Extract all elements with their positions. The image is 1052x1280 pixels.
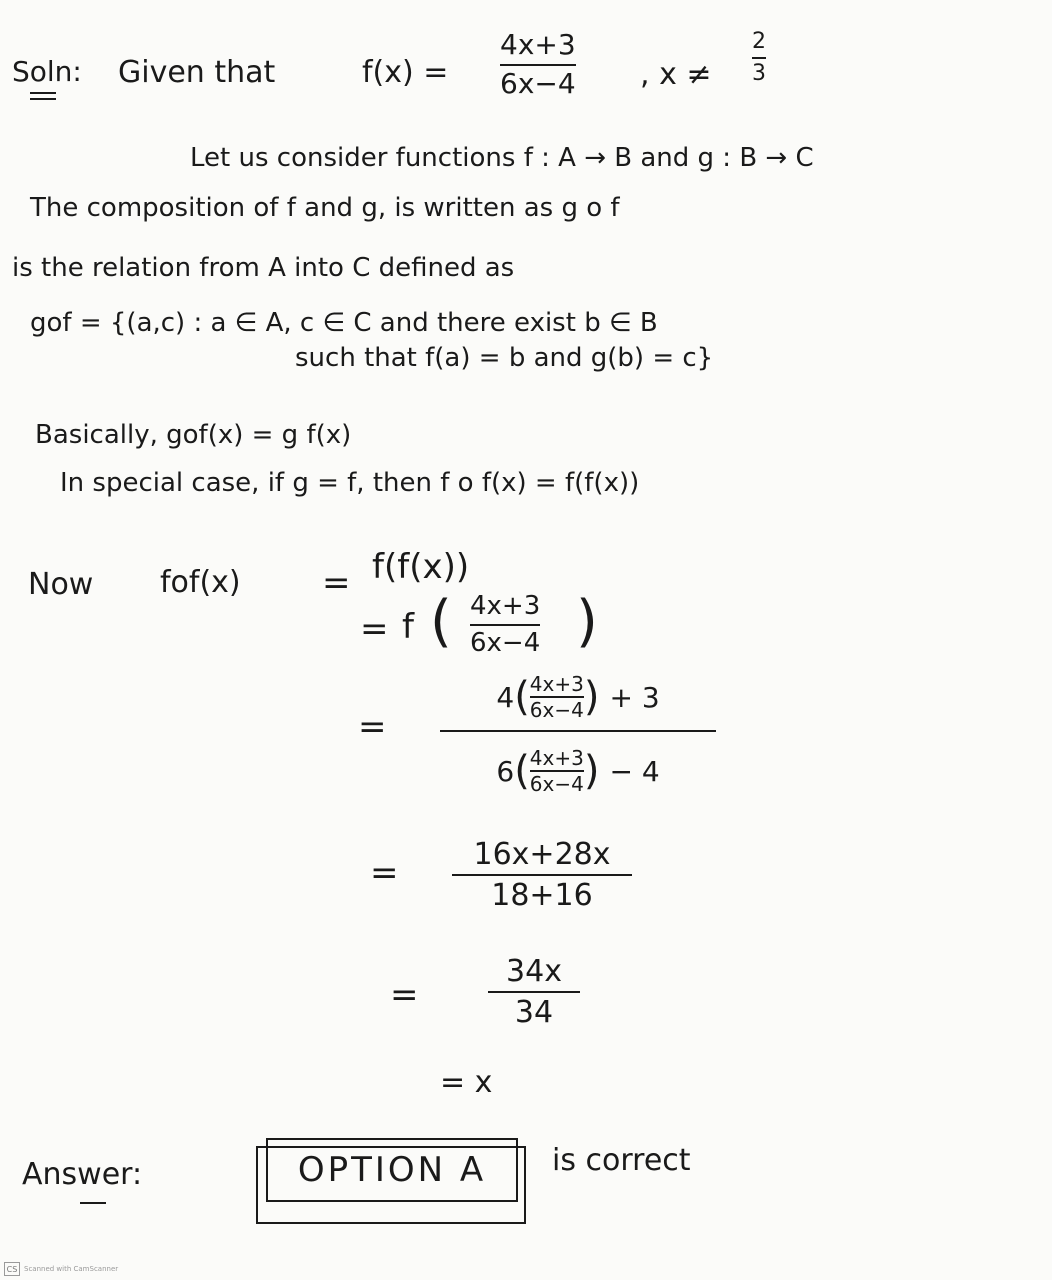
step0-rhs: f(f(x)) <box>372 547 470 587</box>
f-denominator: 6x−4 <box>500 66 576 100</box>
nested-denominator: 6x−4 <box>529 698 584 722</box>
camscanner-watermark <box>4 1262 118 1276</box>
theory-line-4: gof = {(a,c) : a ∈ A, c ∈ C and there exist b ∈ B <box>30 308 658 338</box>
compound-numerator <box>440 668 716 726</box>
theory-line-1: Let us consider functions f : A → B and g : B → C <box>190 143 814 173</box>
equals-sign: = <box>370 853 399 893</box>
fraction-bar <box>752 57 766 59</box>
equals-sign: = <box>360 609 389 649</box>
fraction-bar <box>488 991 580 993</box>
answer-option: OPTION A <box>297 1150 487 1190</box>
step4-denominator: 34 <box>514 995 554 1030</box>
open-paren: ( <box>430 589 452 654</box>
solution-label: Soln: <box>12 55 82 88</box>
nested-numerator: 4x+3 <box>529 672 584 696</box>
label-underline <box>30 92 56 94</box>
condition-denominator: 3 <box>752 61 766 87</box>
answer-label: Answer: <box>22 1157 143 1192</box>
nested-fraction <box>530 673 584 721</box>
f-letter: f <box>402 607 414 647</box>
num-constant: + 3 <box>609 680 660 714</box>
nested-numerator: 4x+3 <box>529 746 584 770</box>
theory-line-5: such that f(a) = b and g(b) = c} <box>295 343 714 373</box>
equals-sign: = <box>358 707 387 747</box>
theory-line-3: is the relation from A into C defined as <box>12 253 515 283</box>
open-paren: ( <box>514 674 530 720</box>
f-lhs: f(x) = <box>362 55 449 90</box>
answer-underline <box>80 1202 106 1204</box>
fraction-bar <box>470 624 540 626</box>
given-text: Given that <box>118 55 276 90</box>
result: = x <box>440 1065 493 1100</box>
step3-denominator: 18+16 <box>491 878 593 913</box>
theory-line-2: The composition of f and g, is written as g o f <box>30 193 620 223</box>
num-coefficient: 4 <box>496 680 515 714</box>
condition-prefix: , x ≠ <box>640 57 712 92</box>
inner-numerator: 4x+3 <box>470 591 541 621</box>
condition-fraction <box>752 30 766 86</box>
step3-fraction <box>452 838 632 912</box>
den-constant: − 4 <box>609 754 660 788</box>
camscanner-logo: CS <box>4 1262 20 1276</box>
condition-numerator: 2 <box>752 29 766 54</box>
answer-suffix: is correct <box>552 1143 691 1178</box>
step0-lhs: fof(x) <box>160 565 241 600</box>
fraction-bar <box>452 874 632 876</box>
step4-numerator: 34x <box>506 954 562 989</box>
compound-denominator <box>440 736 716 806</box>
equals-sign: = <box>390 975 419 1015</box>
inner-denominator: 6x−4 <box>470 627 541 658</box>
label-underline-2 <box>30 98 56 100</box>
answer-box-inner <box>266 1138 518 1202</box>
nested-denominator: 6x−4 <box>529 772 584 796</box>
f-numerator: 4x+3 <box>500 28 576 61</box>
step4-fraction <box>488 955 580 1029</box>
theory-line-6: Basically, gof(x) = g f(x) <box>35 420 352 450</box>
den-coefficient: 6 <box>496 754 515 788</box>
theory-line-7: In special case, if g = f, then f o f(x) = f(f(x)) <box>60 468 640 498</box>
watermark-text: Scanned with CamScanner <box>24 1265 119 1273</box>
open-paren: ( <box>514 748 530 794</box>
step3-numerator: 16x+28x <box>473 837 611 872</box>
close-paren: ) <box>583 748 600 794</box>
f-definition-fraction <box>500 30 576 100</box>
close-paren: ) <box>583 674 600 720</box>
compound-fraction <box>440 668 716 806</box>
inner-fraction <box>470 592 540 657</box>
main-fraction-bar <box>440 730 716 732</box>
close-paren: ) <box>576 589 598 654</box>
equals-sign: = <box>322 563 351 603</box>
nested-fraction <box>530 747 584 795</box>
now-label: Now <box>28 567 94 602</box>
fraction-bar <box>500 64 576 66</box>
